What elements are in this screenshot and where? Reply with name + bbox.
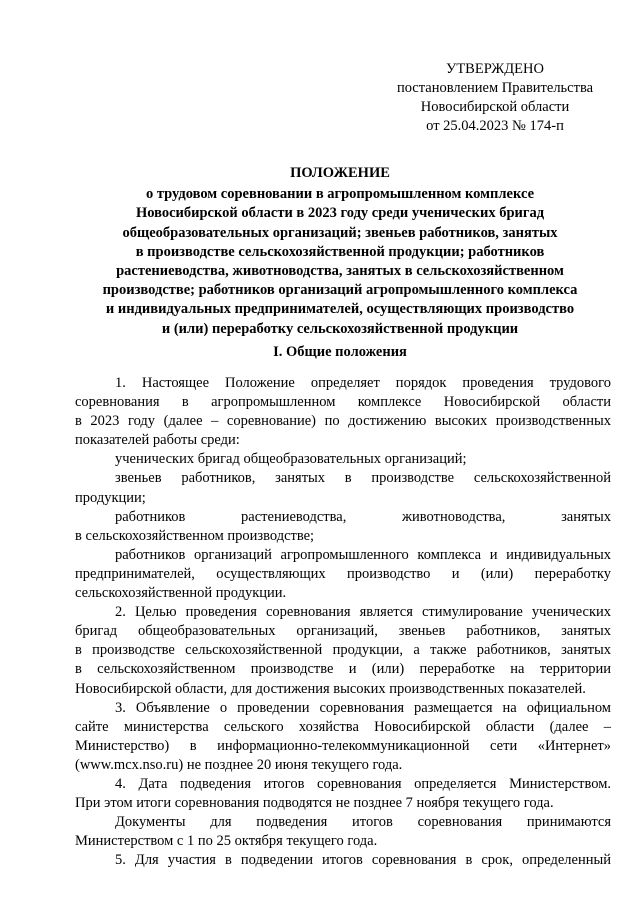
body-line: 2. Целью проведения соревнования является стимулирование ученических [115,604,611,621]
body-line: бригад общеобразовательных организаций, звеньев работников, занятых [75,623,611,640]
body-line: Министерством с 1 по 25 октября текущего года. [75,833,378,850]
document-title [60,164,620,339]
document-body [75,374,611,870]
approval-region: Новосибирской области [420,99,570,115]
body-line: Новосибирской области, для достижения высоких производственных показателей. [75,680,586,697]
approval-stamp [380,60,610,136]
title-line: и (или) переработку сельскохозяйственной продукции [161,320,519,337]
body-line: работников организаций агропромышленного комплекса и индивидуальных [115,546,611,563]
section-heading: I. Общие положения [273,344,407,360]
body-line: 4. Дата подведения итогов соревнования определяется Министерством. [115,775,611,792]
body-line: (www.mcx.nso.ru) не позднее 20 июня текущего года. [75,756,403,773]
body-line: предпринимателей, осуществляющих производство и (или) переработку [75,565,611,582]
body-line: соревнования в агропромышленном комплексе Новосибирской области [75,394,611,411]
body-line: продукции; [75,489,146,506]
body-line: работников растениеводства, животноводства, занятых [115,508,611,525]
body-line: в производстве сельскохозяйственной продукции, а также работников, занятых [75,642,611,659]
title-line: общеобразовательных организаций; звеньев работников, занятых [122,224,558,241]
body-line: 5. Для участия в подведении итогов соревнования в срок, определенный [115,852,611,869]
body-line: 1. Настоящее Положение определяет порядок проведения трудового [115,375,611,391]
body-line: 3. Объявление о проведении соревнования размещается на официальном [115,699,611,716]
body-line: звеньев работников, занятых в производстве сельскохозяйственной [115,470,611,487]
title-line: растениеводства, животноводства, занятых в сельскохозяйственном [116,263,564,280]
title-line: Новосибирской области в 2023 году среди ученических бригад [135,205,545,222]
approval-date-number: от 25.04.2023 № 174-п [426,118,564,134]
body-line: в сельскохозяйственном производстве; [75,527,315,544]
body-line: в 2023 году (далее – соревнование) по достижению высоких производственных [75,413,611,430]
title-line: о трудовом соревновании в агропромышленном комплексе [145,186,535,203]
body-line: сельскохозяйственной продукции. [75,585,287,602]
body-line: ученических бригад общеобразовательных организаций; [115,451,467,468]
title-line: и индивидуальных предпринимателей, осуществляющих производство [105,301,575,318]
approval-status: УТВЕРЖДЕНО [446,61,544,77]
title-line: в производстве сельскохозяйственной продукции; работников [135,243,545,260]
body-line: Министерство) в информационно-телекоммуникационной сети «Интернет» [75,737,611,754]
body-line: показателей работы среди: [75,432,240,449]
body-line: сайте министерства сельского хозяйства Новосибирской области (далее – [75,718,611,735]
title-heading: ПОЛОЖЕНИЕ [290,165,390,181]
approval-authority: постановлением Правительства [396,80,594,96]
body-line: Документы для подведения итогов соревнования принимаются [115,814,611,831]
body-line: в сельскохозяйственном производстве и (или) переработке на территории [75,661,611,678]
body-line: При этом итоги соревнования подводятся не позднее 7 ноября текущего года. [75,795,554,812]
title-line: производстве; работников организаций агропромышленного комплекса [102,282,578,299]
